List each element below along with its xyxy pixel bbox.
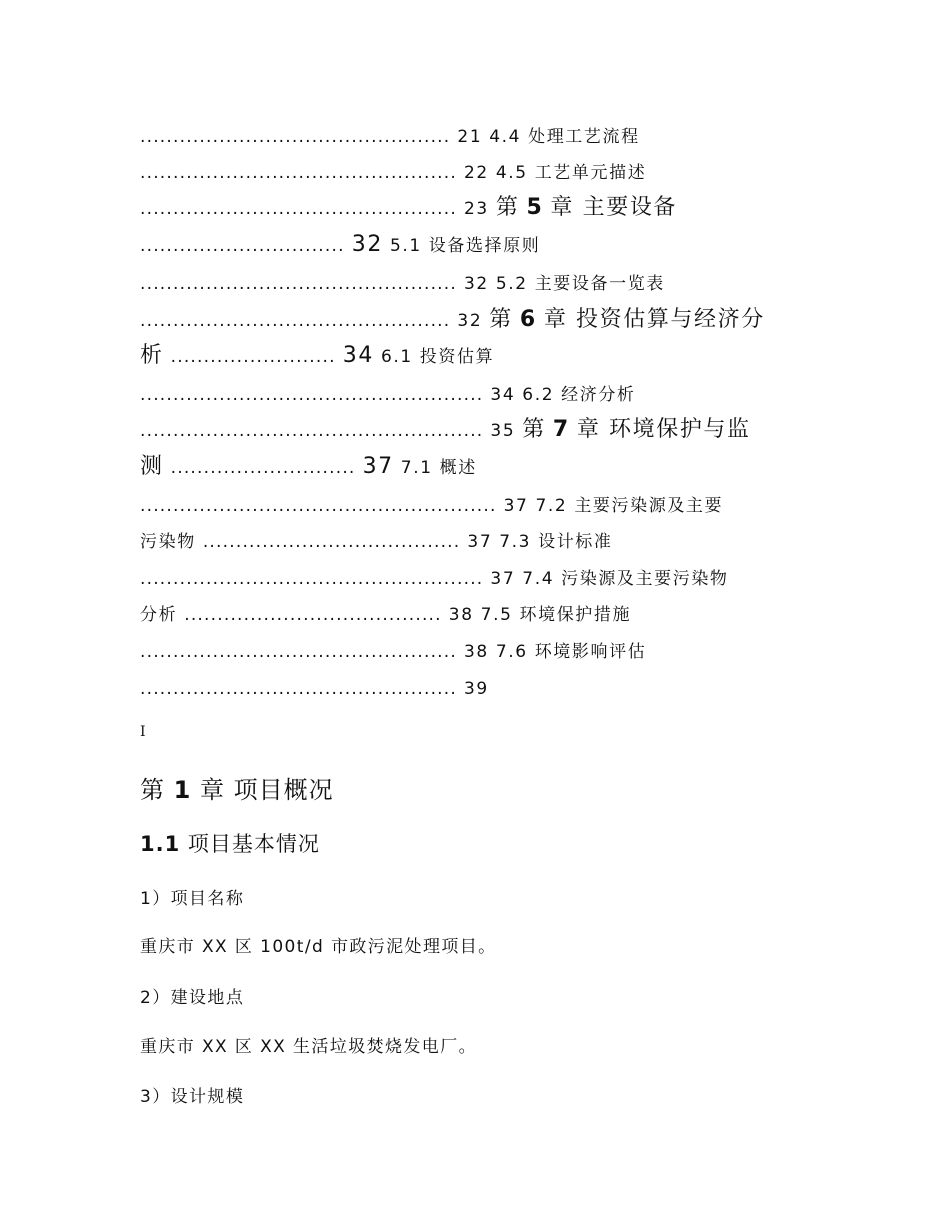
paragraph: 重庆市 XX 区 XX 生活垃圾焚烧发电厂。 bbox=[140, 1037, 477, 1057]
toc-page-number: 32 bbox=[351, 232, 383, 257]
section-number: 1.1 bbox=[140, 832, 181, 856]
toc-line bbox=[140, 677, 489, 701]
toc-leader-dots: ................................................ bbox=[140, 642, 457, 662]
toc-line bbox=[140, 233, 540, 258]
toc-page-number: 34 bbox=[342, 343, 374, 368]
paragraph: 3）设计规模 bbox=[140, 1087, 245, 1107]
toc-page-number: 23 bbox=[464, 199, 489, 219]
toc-chapter-number: 6 bbox=[519, 307, 537, 332]
section-title: 项目基本情况 bbox=[187, 832, 320, 856]
toc-line bbox=[140, 530, 613, 554]
toc-line bbox=[140, 418, 751, 443]
toc-page-number: 37 bbox=[490, 569, 516, 589]
toc-line bbox=[140, 308, 765, 333]
toc-continuation: 分析 bbox=[140, 605, 178, 625]
toc-leader-dots: ............................... bbox=[140, 236, 345, 256]
toc-page-number: 38 bbox=[448, 605, 474, 625]
toc-chapter-title: 章 主要设备 bbox=[550, 195, 678, 220]
toc-line bbox=[140, 196, 677, 221]
toc-entry: 7.5 环境保护措施 bbox=[480, 605, 632, 625]
toc-line bbox=[140, 344, 494, 369]
chapter-heading bbox=[140, 770, 334, 805]
toc-entry: 5.1 设备选择原则 bbox=[389, 236, 541, 256]
toc-entry: 7.3 设计标准 bbox=[499, 532, 613, 552]
toc-leader-dots: .................................................... bbox=[140, 385, 484, 405]
toc-page-number: 34 bbox=[490, 385, 516, 405]
toc-leader-dots: ......................... bbox=[170, 347, 336, 367]
toc-entry: 4.4 处理工艺流程 bbox=[489, 127, 640, 147]
toc-leader-dots: ................................................ bbox=[140, 199, 457, 219]
toc-leader-dots: .................................................... bbox=[140, 569, 484, 589]
toc-page-number: 21 bbox=[457, 127, 483, 147]
toc-entry: 7.4 污染源及主要污染物 bbox=[522, 569, 729, 589]
toc-page-number: 35 bbox=[490, 421, 516, 441]
paragraph: 2）建设地点 bbox=[140, 988, 245, 1008]
toc-continuation: 析 bbox=[140, 343, 164, 368]
toc-line bbox=[140, 567, 729, 591]
toc-page-number: 39 bbox=[464, 679, 489, 699]
toc-leader-dots: ....................................... bbox=[184, 605, 442, 625]
toc-entry: 7.1 概述 bbox=[400, 458, 477, 478]
toc-page-number: 22 bbox=[464, 163, 489, 183]
paragraph: 1）项目名称 bbox=[140, 889, 245, 909]
toc-line bbox=[140, 272, 665, 296]
toc-page-number: 32 bbox=[464, 274, 489, 294]
paragraph: 重庆市 XX 区 100t/d 市政污泥处理项目。 bbox=[140, 937, 497, 957]
toc-line bbox=[140, 383, 636, 407]
toc-chapter-prefix: 第 bbox=[495, 195, 520, 220]
toc-leader-dots: ............................ bbox=[170, 458, 356, 478]
toc-leader-dots: .................................................... bbox=[140, 421, 484, 441]
toc-entry: 5.2 主要设备一览表 bbox=[495, 274, 665, 294]
toc-page-number: 37 bbox=[362, 454, 394, 479]
toc-chapter-title: 章 投资估算与经济分 bbox=[543, 307, 765, 332]
toc-line bbox=[140, 640, 646, 664]
toc-entry: 7.6 环境影响评估 bbox=[495, 642, 647, 662]
toc-entry: 6.1 投资估算 bbox=[380, 347, 495, 367]
toc-entry: 4.5 工艺单元描述 bbox=[495, 163, 647, 183]
toc-chapter-prefix: 第 bbox=[489, 307, 513, 332]
chapter-title: 章 项目概况 bbox=[199, 776, 334, 804]
toc-leader-dots: ............................................... bbox=[140, 127, 451, 147]
toc-page-number: 37 bbox=[467, 532, 493, 552]
toc-leader-dots: ................................................ bbox=[140, 163, 457, 183]
toc-leader-dots: ...................................................... bbox=[140, 496, 497, 516]
toc-entry: 6.2 经济分析 bbox=[522, 385, 636, 405]
toc-page-number: 38 bbox=[464, 642, 489, 662]
toc-continuation: 污染物 bbox=[140, 532, 196, 552]
toc-chapter-prefix: 第 bbox=[522, 417, 546, 442]
toc-line bbox=[140, 125, 640, 149]
page-marker: I bbox=[140, 724, 146, 740]
toc-line bbox=[140, 455, 477, 480]
toc-chapter-number: 5 bbox=[526, 195, 544, 220]
toc-chapter-title: 章 环境保护与监 bbox=[576, 417, 751, 442]
toc-chapter-number: 7 bbox=[552, 417, 570, 442]
toc-line bbox=[140, 161, 646, 185]
toc-line bbox=[140, 603, 631, 627]
chapter-prefix: 第 bbox=[140, 776, 165, 804]
toc-entry: 7.2 主要污染源及主要 bbox=[535, 496, 724, 516]
toc-page-number: 32 bbox=[457, 311, 483, 331]
toc-leader-dots: ................................................ bbox=[140, 679, 457, 699]
toc-leader-dots: ................................................ bbox=[140, 274, 457, 294]
toc-leader-dots: ....................................... bbox=[202, 532, 461, 552]
toc-line bbox=[140, 494, 723, 518]
toc-leader-dots: ............................................... bbox=[140, 311, 451, 331]
chapter-number: 1 bbox=[173, 776, 192, 804]
toc-page-number: 37 bbox=[503, 496, 529, 516]
toc-continuation: 测 bbox=[140, 454, 164, 479]
section-heading bbox=[140, 828, 320, 858]
